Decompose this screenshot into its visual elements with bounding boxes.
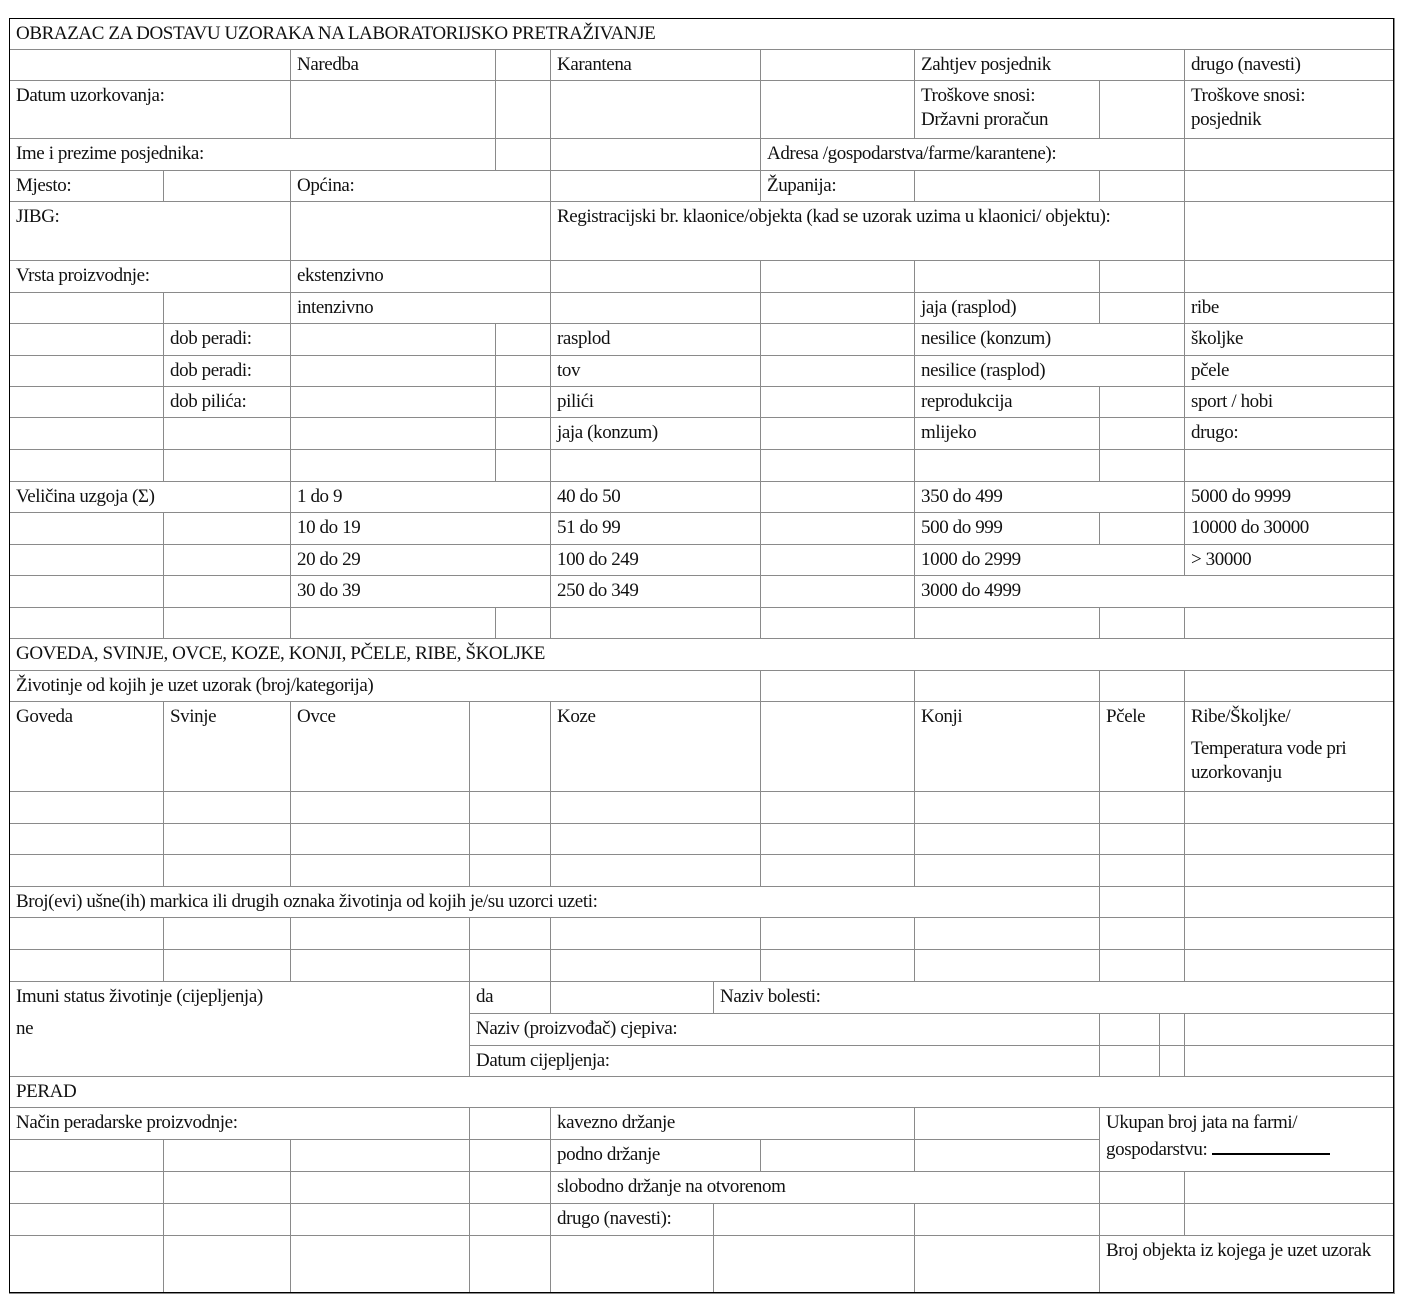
da-label: da [469,981,551,1014]
form-field[interactable] [1159,1045,1185,1077]
form-field[interactable] [760,575,915,608]
animal-entry-field[interactable] [760,854,915,887]
animal-entry-field[interactable] [914,791,1100,824]
animal-entry-field[interactable] [1099,949,1185,982]
animal-entry-field[interactable] [469,791,551,824]
form-field[interactable] [9,49,291,81]
costs-state-label-line-2: Državni proračun [921,109,1049,130]
animal-entry-field[interactable] [914,823,1100,855]
dob-peradi-label: dob peradi: [163,323,291,356]
form-field[interactable] [9,607,164,639]
size-option: 20 do 29 [290,544,551,576]
form-field[interactable] [760,323,915,356]
size-option: 3000 do 4999 [914,575,1395,608]
size-option: 250 do 349 [550,575,761,608]
form-field[interactable] [163,1171,291,1204]
animal-entry-field[interactable] [1184,791,1395,824]
form-field[interactable] [1184,1013,1395,1046]
form-field[interactable] [9,449,164,482]
animal-entry-field[interactable] [469,949,551,982]
pcele-label: pčele [1184,355,1395,387]
form-field[interactable] [290,323,496,356]
form-field[interactable] [495,323,551,356]
herd-size-label: Veličina uzgoja (Σ) [9,481,291,513]
form-field[interactable] [469,1171,551,1204]
form-field[interactable] [1099,512,1185,545]
animal-entry-field[interactable] [760,823,915,855]
goveda-header: Goveda [9,701,164,792]
form-field[interactable] [760,417,915,450]
form-field[interactable] [1184,1203,1395,1236]
animal-entry-field[interactable] [290,823,470,855]
kavezno-checkbox[interactable] [914,1107,1100,1140]
form-field[interactable] [760,607,915,639]
form-field[interactable] [1099,170,1185,202]
costs-owner-label-line-1: Troškove snosi: [1191,85,1306,106]
flock-count-line1: Ukupan broj jata na farmi/ [1106,1112,1298,1133]
option-naredba-label: Naredba [290,49,496,81]
form-field[interactable] [1184,170,1395,202]
size-option: 30 do 39 [290,575,551,608]
form-field[interactable] [9,1235,164,1294]
immune-status-label-line-1: Imuni status životinje (cijepljenja) [16,986,263,1007]
form-field[interactable] [9,1139,164,1172]
form-field[interactable] [550,80,761,139]
form-field[interactable] [1099,417,1185,450]
form-field[interactable] [495,138,551,171]
form-field[interactable] [1099,670,1185,702]
opcina-label: Općina: [290,170,551,202]
address-label: Adresa /gospodarstva/farme/karantene): [760,138,1185,171]
form-field[interactable] [1159,1013,1185,1046]
form-field[interactable] [495,417,551,450]
animal-entry-field[interactable] [163,854,291,887]
reprodukcija-label: reprodukcija [914,386,1100,418]
form-field[interactable] [914,260,1100,293]
animal-entry-field[interactable] [469,823,551,855]
size-option: 10 do 19 [290,512,551,545]
form-field[interactable] [1099,607,1185,639]
animal-entry-field[interactable] [1184,917,1395,950]
form-title: OBRAZAC ZA DOSTAVU UZORAKA NA LABORATORIJSKO PRETRAŽIVANJE [9,18,1395,50]
form-field[interactable] [550,292,761,324]
dob-pilica-label: dob pilića: [163,386,291,418]
form-field[interactable] [760,355,915,387]
form-field[interactable] [760,512,915,545]
size-option: > 30000 [1184,544,1395,576]
animal-entry-field[interactable] [1184,854,1395,887]
size-option: 100 do 249 [550,544,761,576]
form-field[interactable] [163,449,291,482]
naredba-checkbox[interactable] [495,49,551,81]
size-option: 1 do 9 [290,481,551,513]
form-field[interactable] [9,355,164,387]
animal-entry-field[interactable] [9,854,164,887]
form-field[interactable] [550,260,761,293]
mjesto-label: Mjesto: [9,170,164,202]
slobodno-label: slobodno držanje na otvorenom [550,1171,1100,1204]
form-field[interactable] [469,701,551,792]
jibg-label: JIBG: [9,201,291,261]
animal-entry-field[interactable] [1099,791,1185,824]
costs-state-label-line-1: Troškove snosi: [921,85,1036,106]
animal-entry-field[interactable] [550,823,761,855]
animal-entry-field[interactable] [1184,823,1395,855]
form-field[interactable] [9,417,164,450]
animal-entry-field[interactable] [290,791,470,824]
form-field[interactable] [760,80,915,139]
form-field[interactable] [163,607,291,639]
mjesto-field[interactable] [163,170,291,202]
skoljke-label: školjke [1184,323,1395,356]
vaccination-date-label: Datum cijepljenja: [469,1045,1100,1077]
form-field[interactable] [914,1203,1100,1236]
poultry-section-title: PERAD [9,1076,1395,1108]
costs-state-checkbox[interactable] [1099,80,1185,139]
animal-entry-field[interactable] [760,949,915,982]
animal-entry-field[interactable] [469,917,551,950]
form-field[interactable] [163,575,291,608]
form-field[interactable] [469,1139,551,1172]
datum-uzorkovanja-field[interactable] [290,80,496,139]
form-field[interactable] [760,386,915,418]
intenzivno-label: intenzivno [290,292,551,324]
form-field[interactable] [163,1139,291,1172]
form-field[interactable] [760,292,915,324]
rasplod-label: rasplod [550,323,761,356]
form-field[interactable] [290,449,496,482]
production-type-label: Vrsta proizvodnje: [9,260,291,293]
kavezno-label: kavezno držanje [550,1107,915,1140]
ekstenzivno-label: ekstenzivno [290,260,551,293]
registration-field[interactable] [1184,201,1395,261]
zupanija-label: Županija: [760,170,915,202]
form-field[interactable] [290,607,496,639]
animal-entry-field[interactable] [290,917,470,950]
jaja-rasplod-label: jaja (rasplod) [914,292,1100,324]
form-field[interactable] [713,1235,915,1294]
form-field[interactable] [1099,886,1185,918]
flock-count-line2 [1106,1135,1388,1162]
form-field[interactable] [9,544,164,576]
form-field[interactable] [163,512,291,545]
animal-entry-field[interactable] [914,917,1100,950]
form-field[interactable] [1099,292,1185,324]
immune-status-label [9,981,470,1077]
ribe-header-line-1: Ribe/Školjke/ [1191,706,1291,727]
ear-tags-label: Broj(evi) ušne(ih) markica ili drugih oznaka životinja od kojih je/su uzorci uzeti: [9,886,1100,918]
podno-label: podno držanje [550,1139,761,1172]
form-field[interactable] [550,449,761,482]
form-field[interactable] [495,355,551,387]
konji-header: Konji [914,701,1100,792]
pilici-label: pilići [550,386,761,418]
animal-entry-field[interactable] [290,949,470,982]
form-field[interactable] [290,386,496,418]
form-field[interactable] [9,323,164,356]
form-field[interactable] [760,481,915,513]
podno-checkbox[interactable] [914,1139,1100,1172]
owner-name-label: Ime i prezime posjednika: [9,138,496,171]
size-option: 350 do 499 [914,481,1185,513]
drugo-label: drugo: [1184,417,1395,450]
animal-entry-field[interactable] [290,854,470,887]
form-field[interactable] [1099,260,1185,293]
animal-entry-field[interactable] [1099,917,1185,950]
animal-entry-field[interactable] [550,917,761,950]
opcina-field[interactable] [550,170,761,202]
animal-entry-field[interactable] [914,949,1100,982]
form-field[interactable] [290,1235,470,1294]
form-field[interactable] [9,292,164,324]
form-field[interactable] [1184,670,1395,702]
form-field[interactable] [760,670,915,702]
form-field[interactable] [495,449,551,482]
svinje-header: Svinje [163,701,291,792]
form-field[interactable] [550,607,761,639]
jibg-field[interactable] [290,201,551,261]
form-field[interactable] [914,670,1100,702]
da-checkbox[interactable] [550,981,714,1014]
nesilice-konzum-label: nesilice (konzum) [914,323,1185,356]
flock-count-input[interactable] [1212,1135,1330,1155]
form-field[interactable] [469,1107,551,1140]
jaja-konzum-label: jaja (konzum) [550,417,761,450]
drugo-navesti-field[interactable] [713,1203,915,1236]
koze-header: Koze [550,701,761,792]
vaccine-name-label: Naziv (proizvođač) cjepiva: [469,1013,1100,1046]
form-field[interactable] [9,386,164,418]
form-field[interactable] [163,1235,291,1294]
costs-owner-label [1184,80,1395,139]
animal-entry-field[interactable] [163,917,291,950]
animal-entry-field[interactable] [914,854,1100,887]
form-field[interactable] [1099,386,1185,418]
form-field[interactable] [1099,1203,1185,1236]
form-field[interactable] [469,1235,551,1294]
form-field[interactable] [290,1171,470,1204]
form-field[interactable] [914,607,1100,639]
form-field[interactable] [1184,449,1395,482]
costs-state-label [914,80,1100,139]
animal-entry-field[interactable] [9,917,164,950]
animal-entry-field[interactable] [9,949,164,982]
vaccination-date-field[interactable] [1099,1045,1160,1077]
tov-label: tov [550,355,761,387]
karantena-checkbox[interactable] [760,49,915,81]
form-field[interactable] [9,512,164,545]
option-zahtjev-label: Zahtjev posjednik [914,49,1185,81]
drugo-navesti-label: drugo (navesti): [550,1203,714,1236]
animal-entry-field[interactable] [469,854,551,887]
form-field[interactable] [914,449,1100,482]
costs-owner-label-line-2: posjednik [1191,109,1262,130]
form-field[interactable] [495,80,551,139]
datum-uzorkovanja-label: Datum uzorkovanja: [9,80,291,139]
animal-entry-field[interactable] [1099,823,1185,855]
form-field[interactable] [9,575,164,608]
form-field[interactable] [290,355,496,387]
animals-section-title: GOVEDA, SVINJE, OVCE, KOZE, KONJI, PČELE, RIBE, ŠKOLJKE [9,638,1395,671]
owner-name-field[interactable] [550,138,761,171]
animal-entry-field[interactable] [550,854,761,887]
form-field[interactable] [760,260,915,293]
size-option: 51 do 99 [550,512,761,545]
size-option: 10000 do 30000 [1184,512,1395,545]
zupanija-field[interactable] [914,170,1100,202]
form-field[interactable] [9,1203,164,1236]
animal-entry-field[interactable] [163,949,291,982]
form-field[interactable] [760,449,915,482]
form-field[interactable] [1184,260,1395,293]
option-drugo-label: drugo (navesti) [1184,49,1395,81]
disease-name-label: Naziv bolesti: [713,981,1395,1014]
animal-entry-field[interactable] [1099,854,1185,887]
animal-entry-field[interactable] [9,823,164,855]
nesilice-rasplod-label: nesilice (rasplod) [914,355,1185,387]
animal-entry-field[interactable] [760,791,915,824]
size-option: 1000 do 2999 [914,544,1185,576]
form-field[interactable] [760,701,915,792]
form-field[interactable] [495,607,551,639]
dob-peradi-label: dob peradi: [163,355,291,387]
vaccine-name-field[interactable] [1099,1013,1160,1046]
ribe-header-line-2: Temperatura vode pri uzorkovanju [1191,738,1347,783]
address-field[interactable] [1184,138,1395,171]
form-field[interactable] [1184,886,1395,918]
size-option: 5000 do 9999 [1184,481,1395,513]
ovce-header: Ovce [290,701,470,792]
registration-label: Registracijski br. klaonice/objekta (kad se uzorak uzima u klaonici/ objektu): [550,201,1185,261]
animal-entry-field[interactable] [9,791,164,824]
form-field[interactable] [163,1203,291,1236]
animal-entry-field[interactable] [163,823,291,855]
form-field[interactable] [469,1203,551,1236]
form-field[interactable] [495,386,551,418]
form-field[interactable] [290,1203,470,1236]
form-field[interactable] [163,544,291,576]
form-field[interactable] [163,292,291,324]
animal-entry-field[interactable] [1184,949,1395,982]
form-field[interactable] [1184,1171,1395,1204]
form-field[interactable] [1184,607,1395,639]
form-field[interactable] [760,544,915,576]
ribe-header [1184,701,1395,792]
animal-entry-field[interactable] [163,791,291,824]
form-field[interactable] [1184,1045,1395,1077]
poultry-production-label: Način peradarske proizvodnje: [9,1107,470,1140]
facility-number-label: Broj objekta iz kojega je uzet uzorak [1099,1235,1395,1294]
form-field[interactable] [290,1139,470,1172]
animal-entry-field[interactable] [550,791,761,824]
sport-hobi-label: sport / hobi [1184,386,1395,418]
form-field[interactable] [290,417,496,450]
flock-count-text: gospodarstvu: [1106,1139,1208,1160]
animal-entry-field[interactable] [550,949,761,982]
size-option: 40 do 50 [550,481,761,513]
form-field[interactable] [914,1235,1100,1294]
mlijeko-label: mlijeko [914,417,1100,450]
animals-sampled-label: Životinje od kojih je uzet uzorak (broj/kategorija) [9,670,761,702]
animal-entry-field[interactable] [760,917,915,950]
size-option: 500 do 999 [914,512,1100,545]
form-field[interactable] [163,417,291,450]
form-field[interactable] [1099,449,1185,482]
immune-status-label-line-2: ne [16,1018,34,1039]
form-field[interactable] [550,1235,714,1294]
option-karantena-label: Karantena [550,49,761,81]
form-field[interactable] [9,1171,164,1204]
flock-count-label [1099,1107,1395,1172]
ribe-label: ribe [1184,292,1395,324]
form-field[interactable] [1099,1171,1185,1204]
pcele-header: Pčele [1099,701,1185,792]
form-field[interactable] [760,1139,915,1172]
